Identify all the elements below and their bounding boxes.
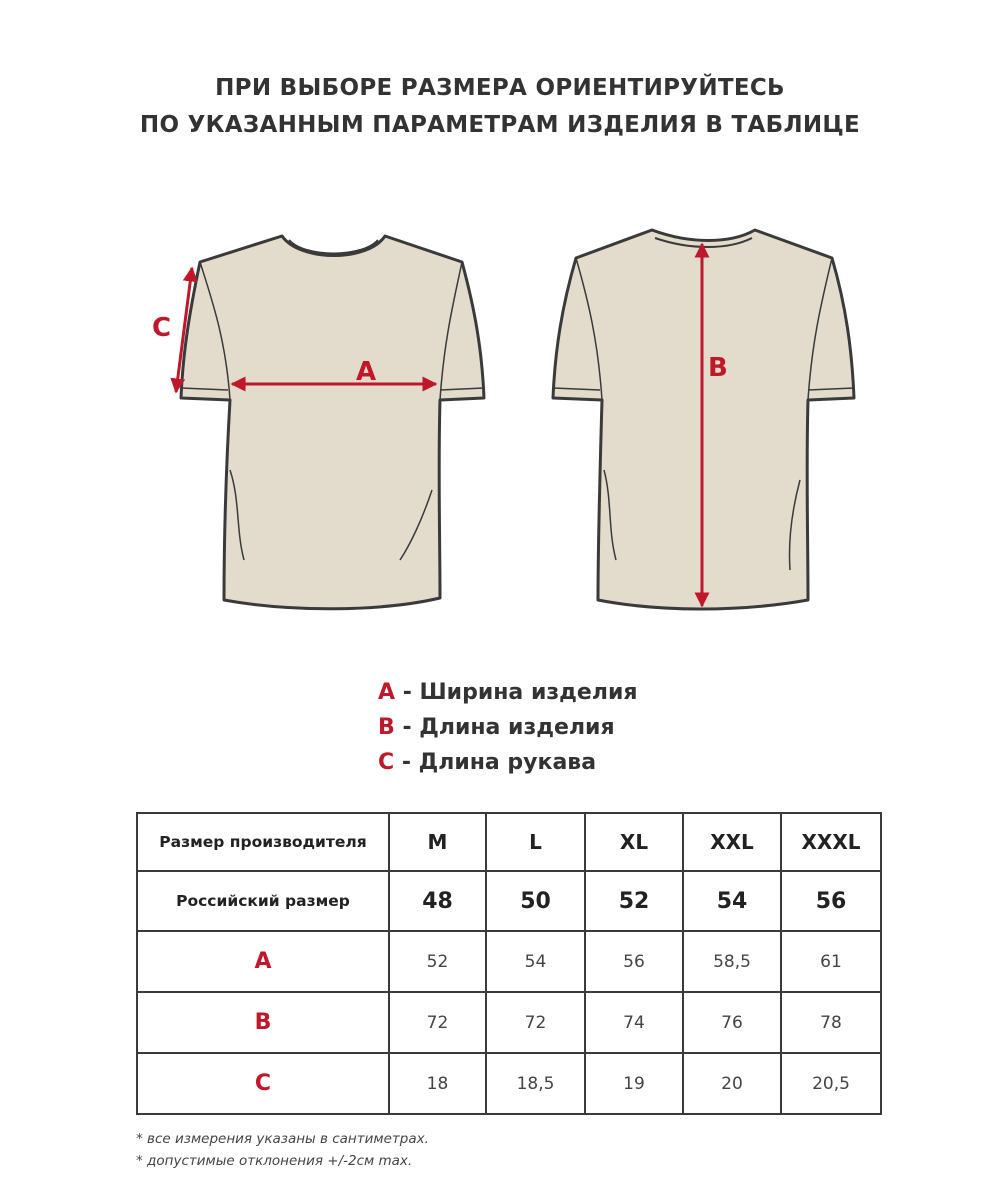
- size-cell: XXL: [683, 813, 781, 871]
- legend-text: - Ширина изделия: [395, 680, 638, 705]
- value-cell: 76: [683, 992, 781, 1053]
- table-row-manufacturer: [137, 813, 881, 871]
- size-cell: L: [486, 813, 585, 871]
- value-cell: 78: [781, 992, 881, 1053]
- label-b: B: [708, 353, 728, 383]
- table-row-c: [137, 1053, 881, 1114]
- heading-line-2: ПО УКАЗАННЫМ ПАРАМЕТРАМ ИЗДЕЛИЯ В ТАБЛИЦЕ: [139, 112, 861, 138]
- value-cell: 18: [389, 1053, 486, 1114]
- tshirt-back: [553, 230, 854, 609]
- footnotes: [136, 1128, 429, 1172]
- tshirt-front-body: [181, 236, 484, 609]
- legend-key: C: [378, 750, 395, 775]
- heading-line-1: ПРИ ВЫБОРЕ РАЗМЕРА ОРИЕНТИРУЙТЕСЬ: [215, 75, 785, 101]
- size-table: [136, 812, 882, 1115]
- ru-size-cell: 48: [389, 871, 486, 931]
- value-cell: 20: [683, 1053, 781, 1114]
- table-row-a: [137, 931, 881, 992]
- value-cell: 61: [781, 931, 881, 992]
- value-cell: 52: [389, 931, 486, 992]
- value-cell: 56: [585, 931, 683, 992]
- footnote-tolerance: * допустимые отклонения +/-2см max.: [136, 1153, 413, 1169]
- legend-text: - Длина изделия: [394, 715, 615, 740]
- value-cell: 54: [486, 931, 585, 992]
- legend-key: A: [378, 680, 396, 705]
- legend-item-a: [378, 675, 637, 710]
- value-cell: 18,5: [486, 1053, 585, 1114]
- table-row-russian: [137, 871, 881, 931]
- measurement-key: B: [137, 992, 389, 1053]
- legend-key: B: [378, 715, 395, 740]
- ru-size-cell: 56: [781, 871, 881, 931]
- ru-size-cell: 50: [486, 871, 585, 931]
- label-a: A: [356, 357, 377, 387]
- label-c: C: [152, 313, 172, 343]
- legend-item-c: [378, 745, 637, 780]
- size-cell: M: [389, 813, 486, 871]
- ru-size-cell: 54: [683, 871, 781, 931]
- size-cell: XXXL: [781, 813, 881, 871]
- tshirt-front: [152, 236, 484, 609]
- value-cell: 58,5: [683, 931, 781, 992]
- russian-size-label: Российский размер: [137, 871, 389, 931]
- ru-size-cell: 52: [585, 871, 683, 931]
- value-cell: 72: [486, 992, 585, 1053]
- measurement-legend: [378, 675, 637, 780]
- legend-text: - Длина рукава: [394, 750, 597, 775]
- value-cell: 20,5: [781, 1053, 881, 1114]
- measurement-key: C: [137, 1053, 389, 1114]
- legend-item-b: [378, 710, 637, 745]
- manufacturer-size-label: Размер производителя: [137, 813, 389, 871]
- footnote-units: * все измерения указаны в сантиметрах.: [136, 1131, 429, 1147]
- table-row-b: [137, 992, 881, 1053]
- value-cell: 72: [389, 992, 486, 1053]
- size-cell: XL: [585, 813, 683, 871]
- value-cell: 19: [585, 1053, 683, 1114]
- measurement-key: A: [137, 931, 389, 992]
- value-cell: 74: [585, 992, 683, 1053]
